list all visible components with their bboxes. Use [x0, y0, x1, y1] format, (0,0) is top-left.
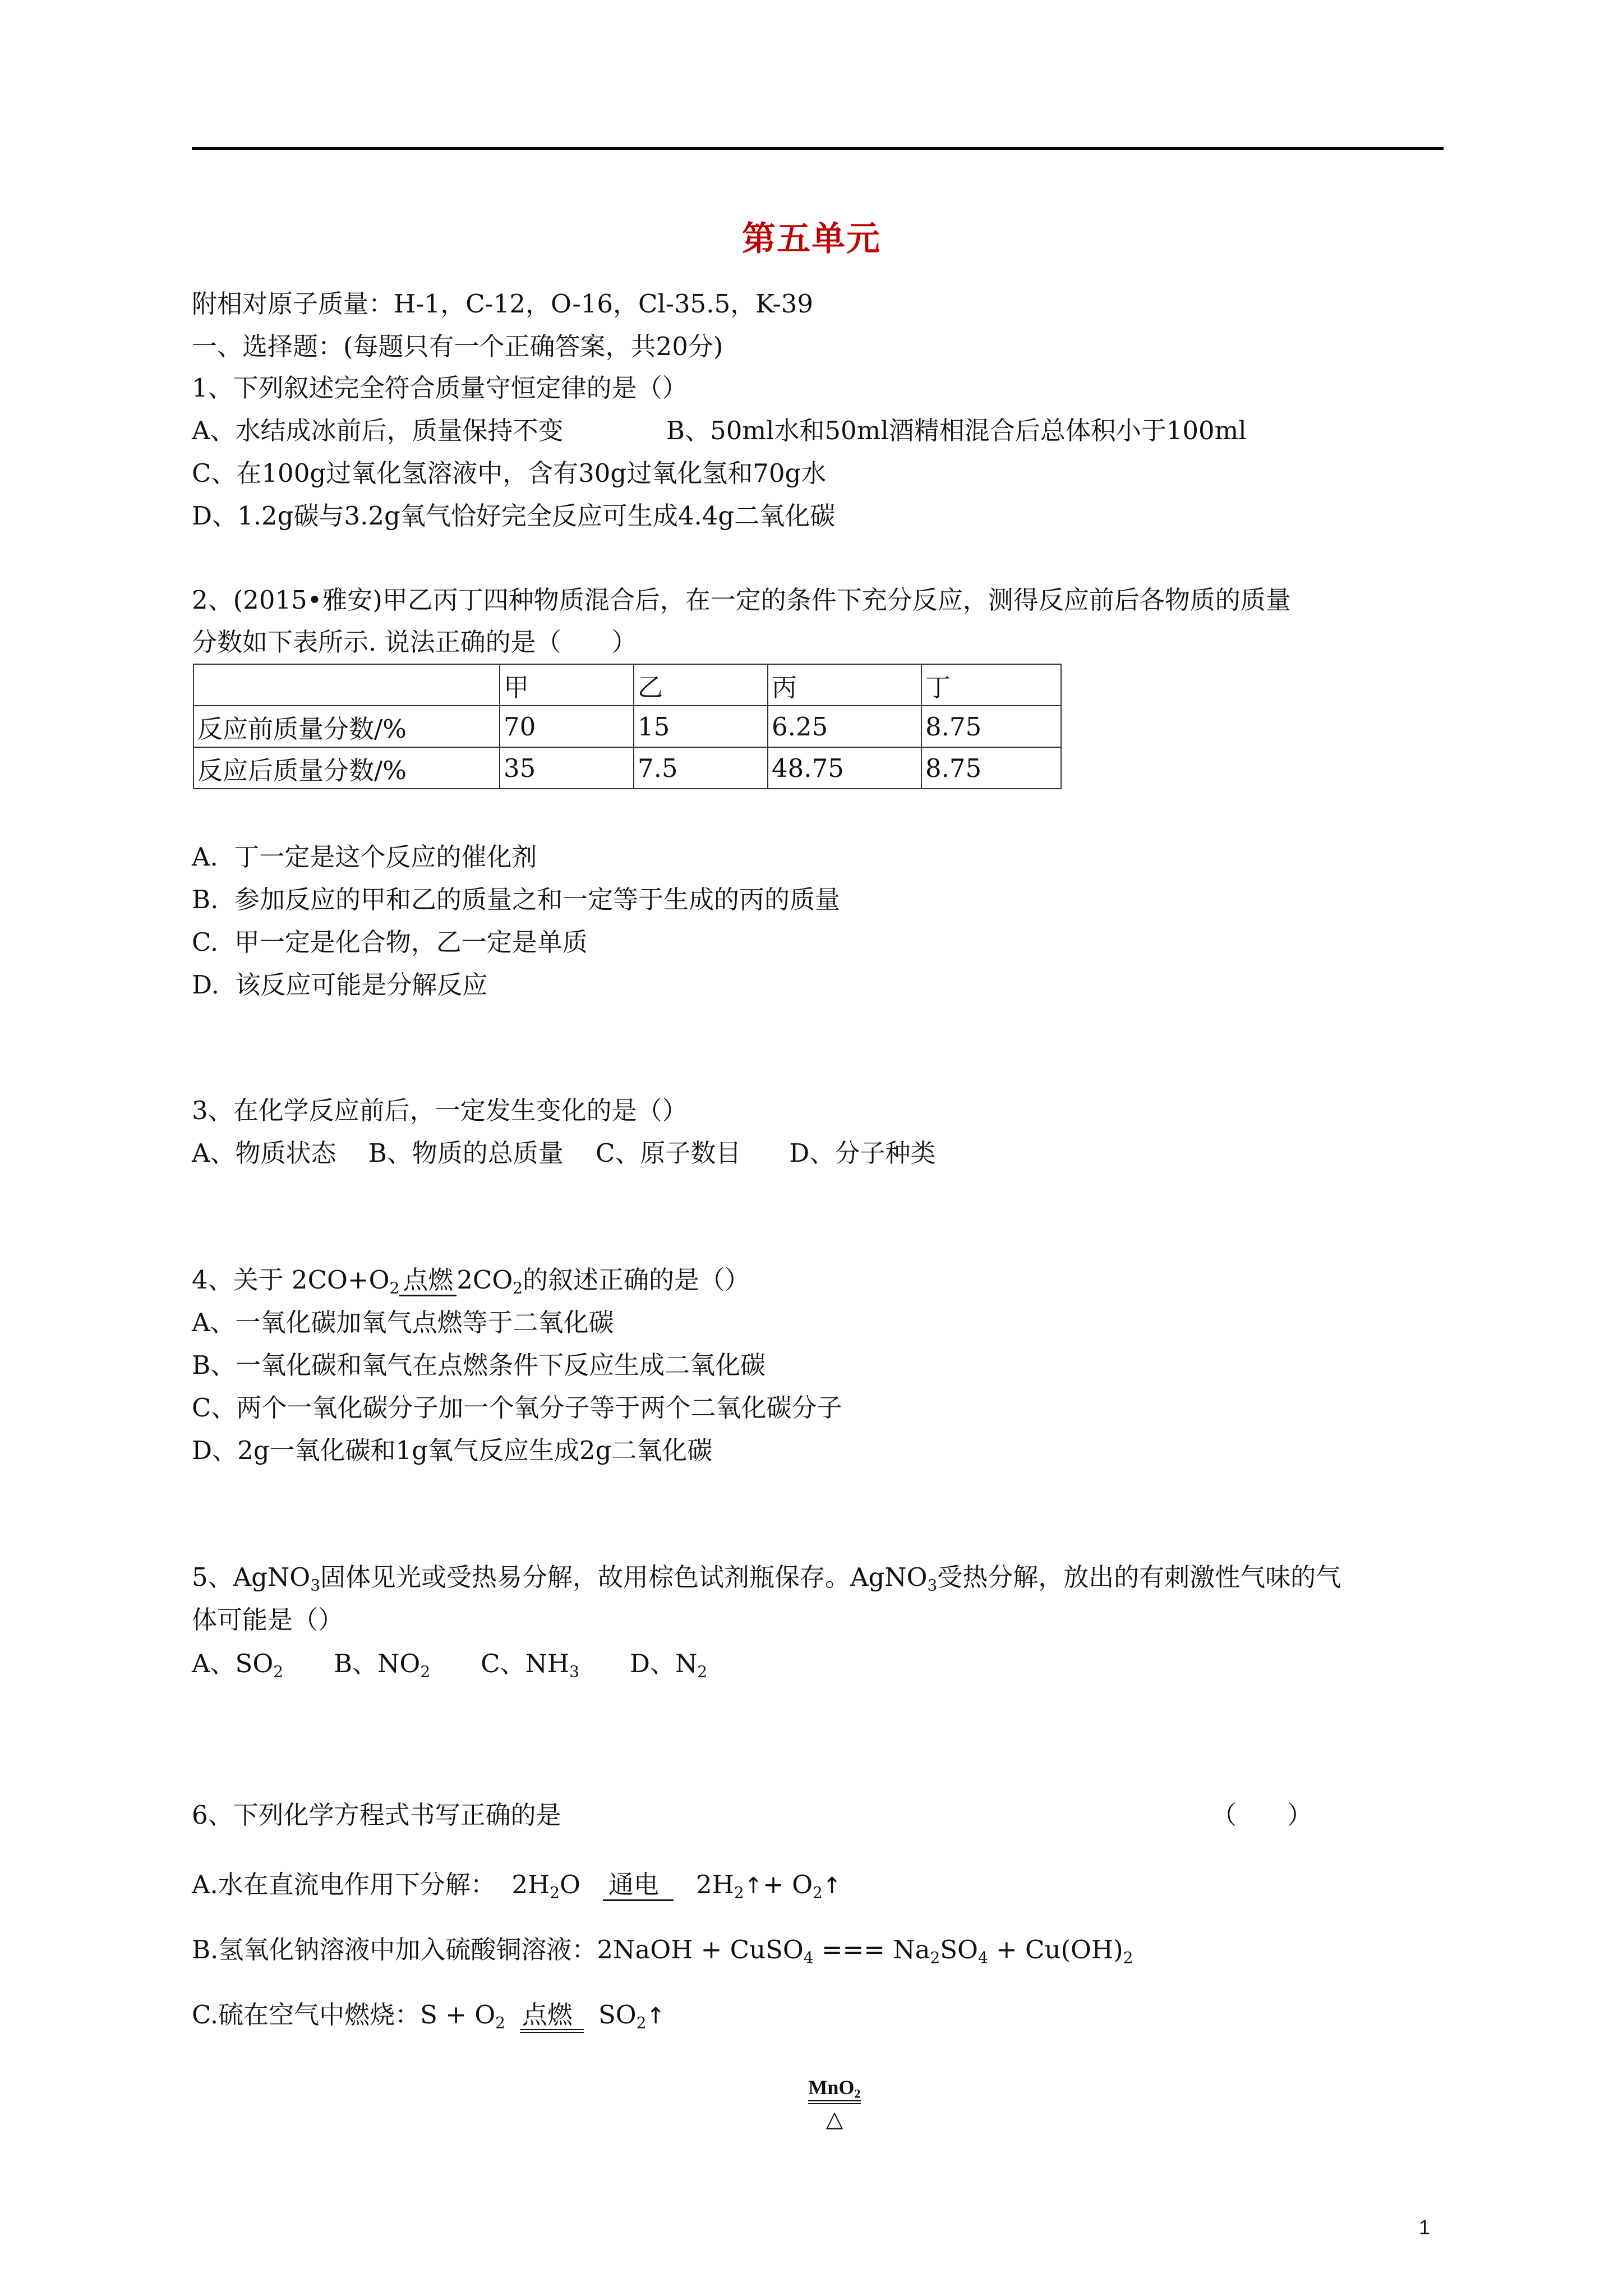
- reaction-condition: 通电: [603, 1870, 674, 1901]
- table-row: [193, 747, 1061, 789]
- option-text: B、NO: [333, 1649, 421, 1678]
- option-text: === Na: [813, 1935, 930, 1964]
- q6-stem: 6、下列化学方程式书写正确的是: [192, 1800, 561, 1830]
- q4-option-a: A、一氧化碳加氧气点燃等于二氧化碳: [192, 1308, 614, 1337]
- q1-option-d: D、1.2g碳与3.2g氧气恰好完全反应可生成4.4g二氧化碳: [192, 501, 836, 531]
- q5-text: 受热分解，放出的有刺激性气味的气: [937, 1562, 1341, 1592]
- q5-stem-line2: 体可能是（）: [192, 1605, 344, 1635]
- q4-option-d: D、2g一氧化碳和1g氧气反应生成2g二氧化碳: [192, 1435, 713, 1465]
- subscript: 2: [734, 1883, 744, 1902]
- table-cell: 7.5: [634, 747, 768, 789]
- q2-stem-line2: 分数如下表所示. 说法正确的是（ ）: [192, 627, 637, 657]
- subscript: 3: [927, 1576, 938, 1595]
- q5-text: 固体见光或受热易分解，故用棕色试剂瓶保存。AgNO: [320, 1562, 928, 1592]
- table-header-cell: 乙: [634, 664, 768, 706]
- catalyst-text: MnO: [808, 2076, 855, 2099]
- q2-option-d: D. 该反应可能是分解反应: [192, 970, 488, 1000]
- table-cell: 8.75: [921, 706, 1061, 747]
- table-header-cell: 丁: [921, 664, 1061, 706]
- q1-option-b: B、50ml水和50ml酒精相混合后总体积小于100ml: [666, 416, 1247, 445]
- q3-stem: 3、在化学反应前后，一定发生变化的是（）: [192, 1096, 688, 1125]
- q5-option-d: [629, 1649, 708, 1681]
- heat-triangle-icon: △: [826, 2106, 843, 2132]
- option-text: + Cu(OH): [988, 1935, 1123, 1964]
- mass-fraction-table: [193, 664, 1062, 789]
- q6-option-a: [192, 1868, 841, 1903]
- reaction-condition: 点燃: [399, 1266, 457, 1296]
- option-text: D、N: [629, 1649, 698, 1678]
- table-cell: 反应后质量分数/%: [193, 747, 500, 789]
- q6-answer-paren: （ ）: [1211, 1800, 1313, 1830]
- q4-stem-text: 2CO: [457, 1265, 513, 1295]
- q1-stem: 1、下列叙述完全符合质量守恒定律的是（）: [192, 373, 688, 403]
- subscript: 4: [978, 1948, 988, 1967]
- q2-stem-line1: 2、(2015•雅安)甲乙丙丁四种物质混合后，在一定的条件下充分反应，测得反应前后各物质的质量: [192, 585, 1291, 615]
- table-cell: 48.75: [768, 747, 921, 789]
- section-heading: 一、选择题：(每题只有一个正确答案，共20分): [192, 332, 723, 361]
- option-text: C、NH: [481, 1649, 570, 1678]
- option-text: O: [560, 1870, 580, 1899]
- subscript: 2: [697, 1662, 708, 1681]
- q5-text: 5、AgNO: [192, 1562, 311, 1592]
- q5-option-b: [333, 1649, 431, 1681]
- catalyst-formula: [808, 2076, 860, 2104]
- q1-option-c: C、在100g过氧化氢溶液中，含有30g过氧化氢和70g水: [192, 458, 827, 488]
- catalyst-condition: [790, 2076, 879, 2132]
- table-cell: 35: [500, 747, 634, 789]
- q4-stem: [192, 1263, 750, 1297]
- subscript: 2: [930, 1948, 940, 1967]
- subscript: 2: [550, 1883, 560, 1902]
- subscript: 2: [813, 1883, 823, 1902]
- table-header-cell: [193, 664, 500, 706]
- subscript: 3: [310, 1576, 320, 1595]
- q5-options: [192, 1647, 707, 1681]
- q2-option-a: A. 丁一定是这个反应的催化剂: [192, 842, 537, 872]
- atomic-mass-note: 附相对原子质量：H-1，C-12，O-16，Cl-35.5，K-39: [192, 289, 814, 319]
- q5-option-a: [192, 1649, 283, 1681]
- subscript: 4: [803, 1948, 814, 1967]
- table-cell: 15: [634, 706, 768, 747]
- subscript: 2: [513, 1278, 523, 1297]
- table-header-cell: 甲: [500, 664, 634, 706]
- q5-option-c: [481, 1649, 579, 1681]
- q4-stem-text: 的叙述正确的是（）: [522, 1265, 750, 1295]
- q3-options: A、物质状态 B、物质的总质量 C、原子数目 D、分子种类: [192, 1138, 936, 1168]
- subscript: 2: [273, 1662, 283, 1681]
- option-text: SO: [598, 2000, 637, 2030]
- reaction-condition: 点燃: [520, 2001, 584, 2033]
- gas-arrow-icon: ↑: [646, 2003, 665, 2029]
- subscript: 3: [569, 1662, 579, 1681]
- table-header-cell: 丙: [768, 664, 921, 706]
- header-rule: [192, 147, 1444, 150]
- q4-stem-text: 4、关于 2CO+O: [192, 1265, 390, 1295]
- table-row: [193, 706, 1061, 747]
- table-cell: 6.25: [768, 706, 921, 747]
- gas-arrow-icon: ↑: [822, 1873, 842, 1899]
- q1-option-a: A、水结成冰前后，质量保持不变: [192, 416, 564, 445]
- q5-stem-line1: [192, 1561, 1341, 1594]
- page-number: 1: [1419, 2216, 1431, 2239]
- option-text: + O: [763, 1870, 813, 1899]
- subscript: 2: [1123, 1948, 1133, 1967]
- subscript: 2: [420, 1662, 431, 1681]
- option-text: SO: [940, 1935, 978, 1964]
- q6-option-b: [192, 1933, 1133, 1967]
- page-title: 第五单元: [742, 219, 881, 259]
- subscript: 2: [636, 2013, 647, 2032]
- option-text: A、SO: [192, 1649, 274, 1678]
- gas-arrow-icon: ↑: [744, 1873, 763, 1899]
- q4-option-b: B、一氧化碳和氧气在点燃条件下反应生成二氧化碳: [192, 1350, 766, 1380]
- q6-option-c: [192, 1998, 665, 2033]
- table-cell: 70: [500, 706, 634, 747]
- q2-option-b: B. 参加反应的甲和乙的质量之和一定等于生成的丙的质量: [192, 885, 840, 914]
- option-text: C.硫在空气中燃烧：S + O: [192, 2000, 496, 2030]
- option-text: 2H: [695, 1870, 734, 1899]
- subscript: 2: [389, 1278, 400, 1297]
- table-header-row: [193, 664, 1061, 706]
- subscript: 2: [495, 2013, 505, 2032]
- q2-option-c: C. 甲一定是化合物，乙一定是单质: [192, 927, 588, 957]
- table-cell: 8.75: [921, 747, 1061, 789]
- option-text: A.水在直流电作用下分解： 2H: [192, 1870, 550, 1899]
- option-text: B.氢氧化钠溶液中加入硫酸铜溶液：2NaOH + CuSO: [192, 1935, 804, 1964]
- table-cell: 反应前质量分数/%: [193, 706, 500, 747]
- q4-option-c: C、两个一氧化碳分子加一个氧分子等于两个二氧化碳分子: [192, 1393, 842, 1423]
- subscript: 2: [854, 2086, 861, 2101]
